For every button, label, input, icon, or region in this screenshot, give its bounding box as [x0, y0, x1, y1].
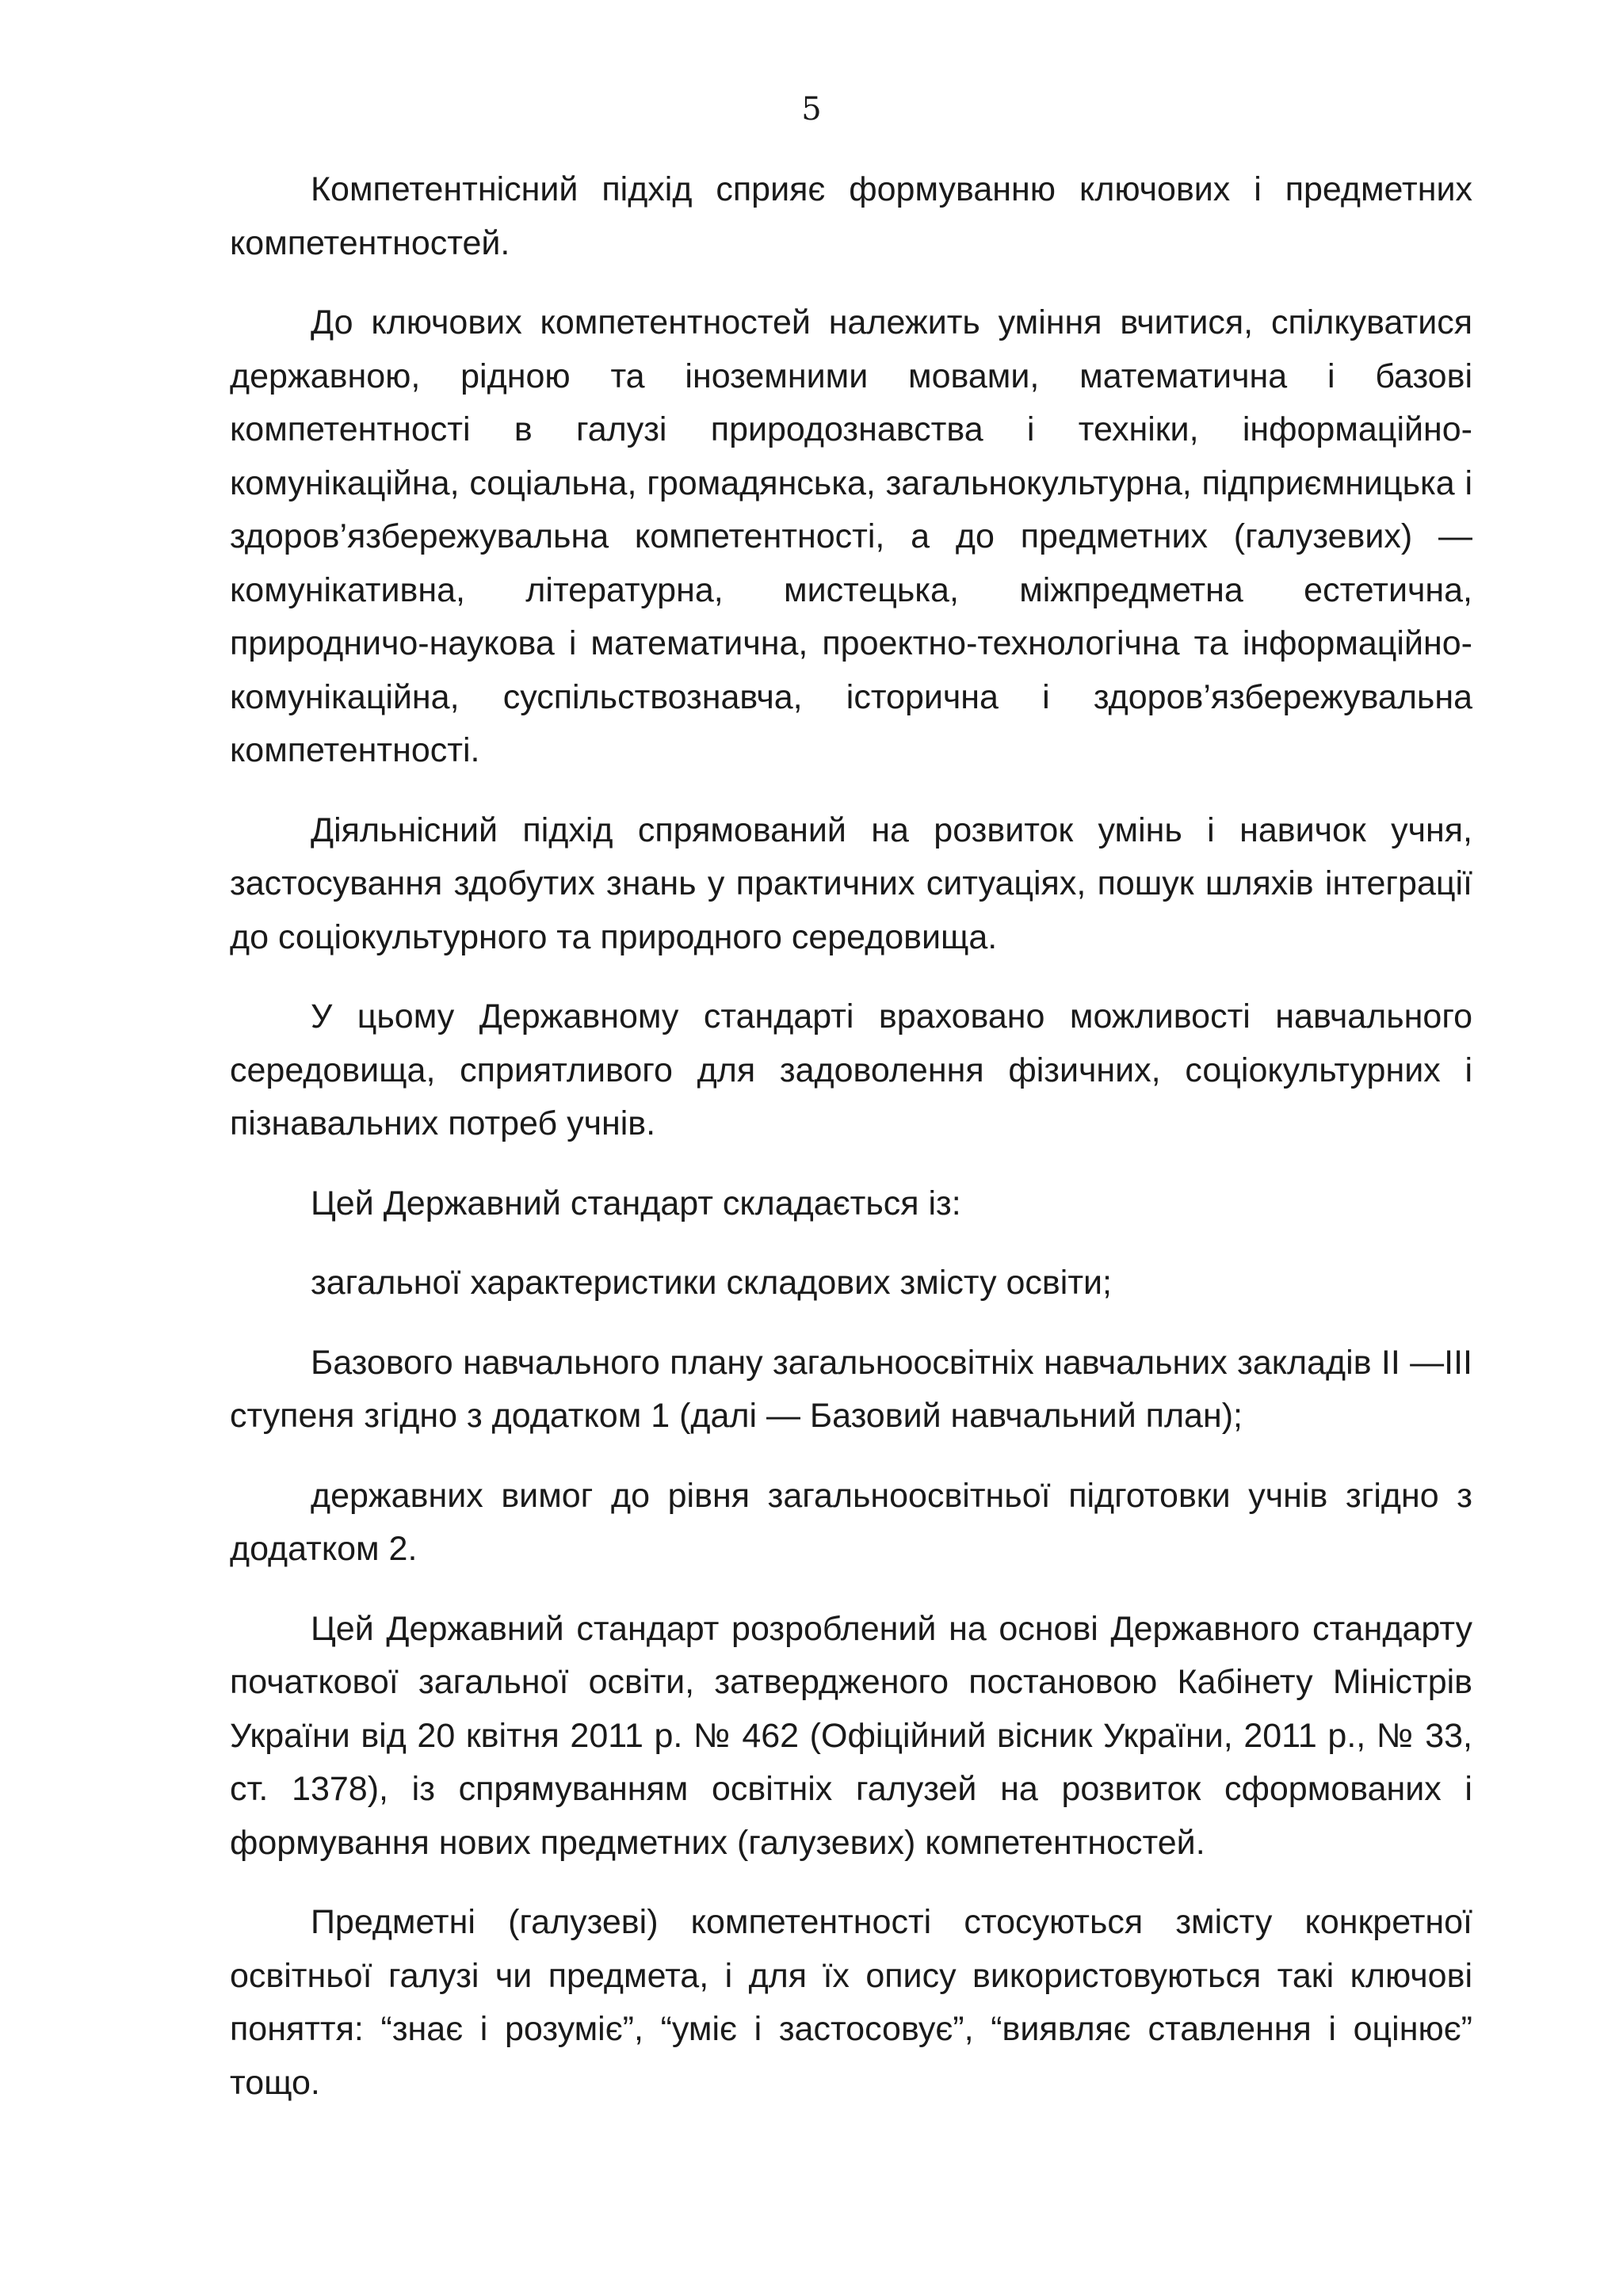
list-item-general-characteristics: загальної характеристики складових змісту освіти; — [311, 1264, 1112, 1302]
list-item-basic-curriculum: Базового навчального плану загальноосвітніх навчальних закладів II —III ступеня згідно з додатком 1 (далі — Базовий навчальний план); — [230, 1343, 1472, 1435]
paragraph-activity-approach: Діяльнісний підхід спрямований на розвиток умінь і навичок учня, застосування здобутих знань у практичних ситуаціях, пошук шляхів інтеграції до соціокультурного та природного середовища. — [230, 810, 1472, 956]
paragraph-key-competences: До ключових компетентностей належить уміння вчитися, спілкуватися державною, рідною та іноземними мовами, математична і базові компетентності в галузі природознавства і техніки, інформаційно-комунікаційна, соціальна, громадянська, загальнокультурна, підприємницька і здоров’язбережувальна компетентності, а до предметних (галузевих) — комунікативна, літературна, мистецька, міжпредметна естетична, природничо-наукова і математична, проектно-технологічна та інформаційно-комунікаційна, суспільствознавча, історична і здоров’язбережувальна компетентності. — [230, 303, 1472, 769]
paragraph-primary-education-basis: Цей Державний стандарт розроблений на основі Державного стандарту початкової загальної освіти, затвердженого постановою Кабінету Міністрів України від 20 квітня 2011 р. № 462 (Офіційний вісник України, 2011 р., № 33, ст. 1378), із спрямуванням освітніх галузей на розвиток сформованих і формування нових предметних (галузевих) компетентностей. — [230, 1609, 1472, 1862]
paragraph-competence-approach: Компетентнісний підхід сприяє формуванню ключових і предметних компетентностей. — [230, 170, 1472, 262]
paragraph-standard-composition: Цей Державний стандарт складається із: — [311, 1184, 961, 1222]
body-text — [230, 163, 1472, 2136]
paragraph-subject-competences: Предметні (галузеві) компетентності стосуються змісту конкретної освітньої галузі чи предмета, і для їх опису використовуються такі ключові поняття: “знає і розуміє”, “уміє і застосовує”, “виявляє ставлення і оцінює” тощо. — [230, 1903, 1472, 2102]
page-number: 5 — [801, 91, 822, 128]
paragraph-learning-environment: У цьому Державному стандарті враховано можливості навчального середовища, сприятливого для задоволення фізичних, соціокультурних і пізнавальних потреб учнів. — [230, 997, 1472, 1142]
list-item-state-requirements: державних вимог до рівня загальноосвітньої підготовки учнів згідно з додатком 2. — [230, 1476, 1472, 1568]
